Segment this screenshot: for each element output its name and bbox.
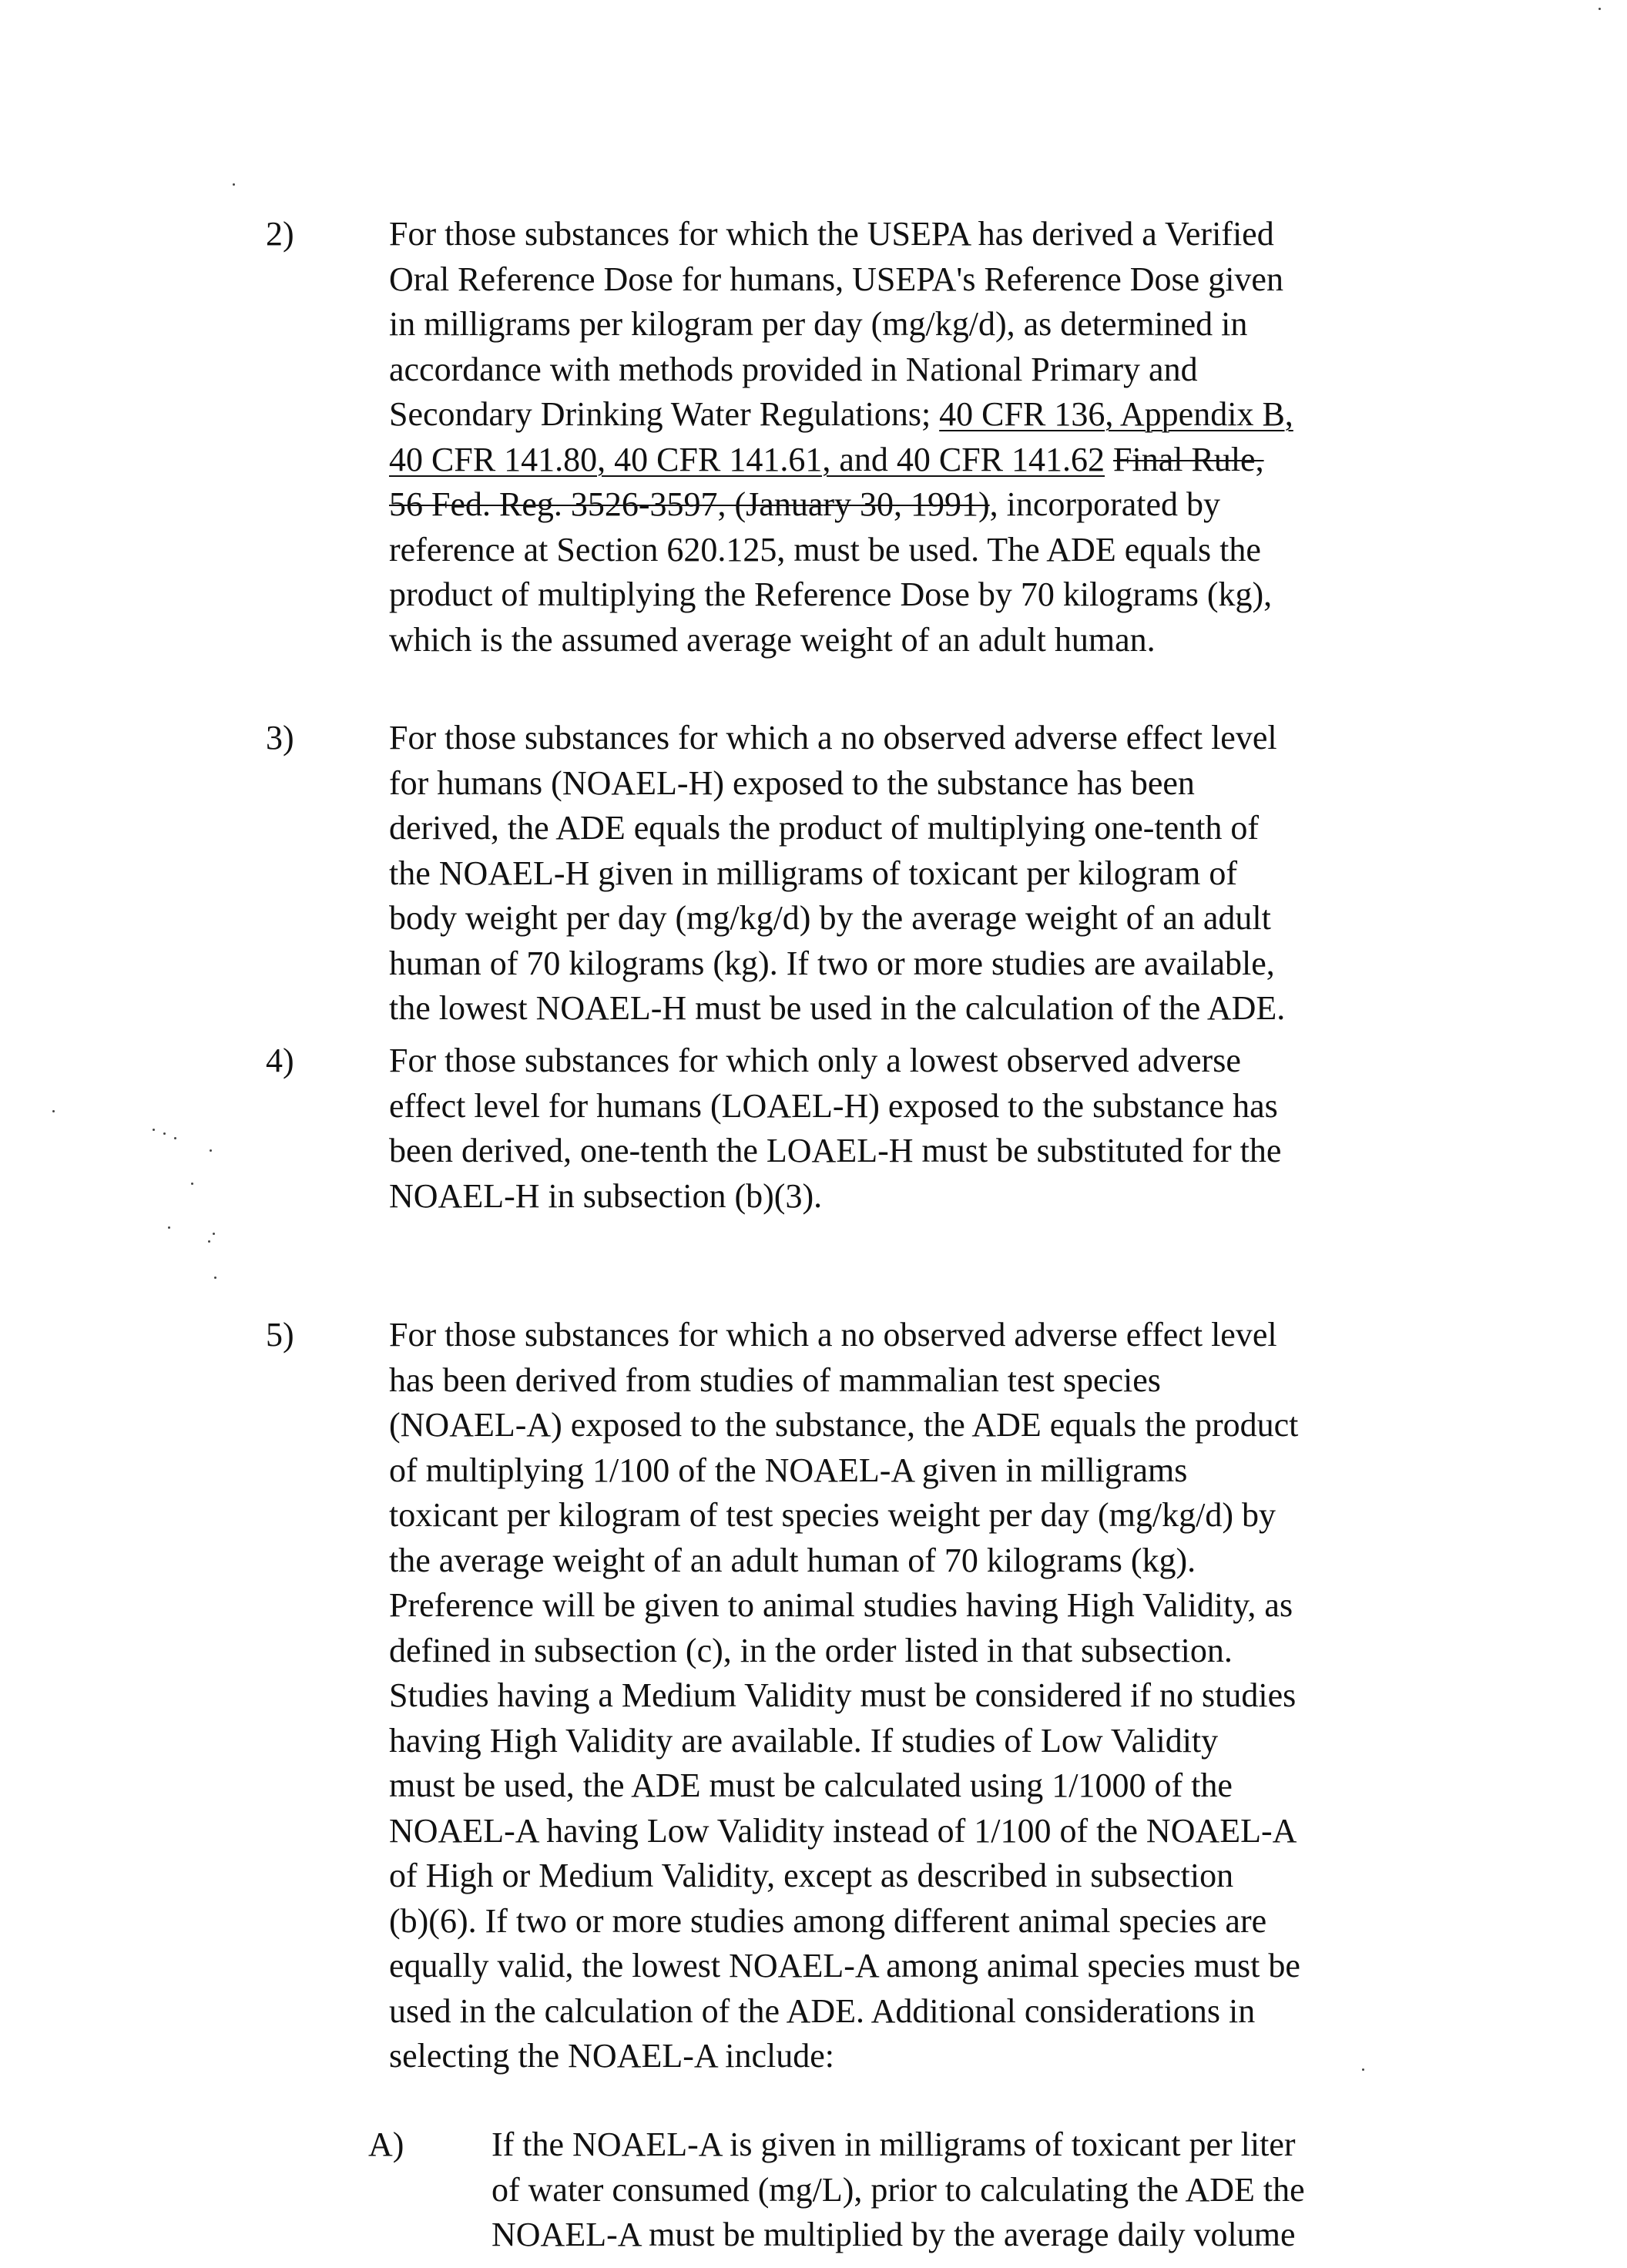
text-run: which is the assumed average weight of an adult human. <box>389 620 1156 659</box>
text-line <box>389 2034 1468 2079</box>
subparagraph-marker: A) <box>368 2125 404 2163</box>
inserted-text: 40 CFR 141.80, 40 CFR 141.61, and 40 CFR 141.62 <box>389 440 1105 478</box>
text-line <box>389 941 1468 987</box>
text-run: equally valid, the lowest NOAEL-A among animal species must be <box>389 1947 1300 1984</box>
text-run: NOAEL-A having Low Validity instead of 1/100 of the NOAEL-A <box>389 1811 1297 1850</box>
text-run: NOAEL-A must be multiplied by the average daily volume <box>491 2216 1296 2253</box>
text-run: Preference will be given to animal studies having High Validity, as <box>389 1586 1293 1624</box>
text-line <box>389 761 1468 807</box>
text-line <box>389 212 1468 257</box>
scan-speck <box>1598 8 1601 10</box>
paragraph-body <box>389 1038 1468 1219</box>
text-run: human of 70 kilograms (kg). If two or more studies are available, <box>389 944 1275 982</box>
text-line <box>389 896 1468 941</box>
text-line <box>389 1493 1468 1538</box>
text-run: toxicant per kilogram of test species weight per day (mg/kg/d) by <box>389 1496 1276 1534</box>
text-run: the lowest NOAEL-H must be used in the calculation of the ADE. <box>389 989 1286 1027</box>
scan-speck <box>52 1110 55 1112</box>
scan-speck <box>210 1149 212 1152</box>
text-run: If the NOAEL-A is given in milligrams of toxicant per liter <box>491 2125 1296 2163</box>
text-run: body weight per day (mg/kg/d) by the average weight of an adult <box>389 899 1271 937</box>
scan-speck <box>213 1233 215 1235</box>
text-run: the average weight of an adult human of 70 kilograms (kg). <box>389 1541 1196 1579</box>
text-run: of water consumed (mg/L), prior to calculating the ADE the <box>491 2170 1305 2209</box>
text-line <box>389 1313 1468 1358</box>
text-line <box>389 1944 1468 1989</box>
scan-speck <box>168 1226 170 1229</box>
text-line <box>389 986 1468 1032</box>
paragraph-body <box>389 212 1468 663</box>
scan-speck <box>214 1277 216 1279</box>
text-run: Studies having a Medium Validity must be considered if no studies <box>389 1676 1297 1714</box>
text-line <box>389 572 1468 618</box>
text-line <box>389 1448 1468 1494</box>
text-run: for humans (NOAEL-H) exposed to the substance has been <box>389 763 1195 802</box>
paragraph-marker: 3) <box>266 719 294 757</box>
text-run: in milligrams per kilogram per day (mg/kg/d), as determined in <box>389 305 1248 343</box>
scan-speck <box>174 1137 176 1139</box>
text-line <box>491 2168 1470 2213</box>
text-line <box>389 302 1468 347</box>
text-run: has been derived from studies of mammalian test species <box>389 1360 1161 1399</box>
paragraph-body <box>389 716 1468 1032</box>
text-line <box>389 392 1468 438</box>
text-line <box>389 1673 1468 1719</box>
text-line <box>389 438 1468 483</box>
text-run: of High or Medium Validity, except as described in subsection <box>389 1857 1234 1894</box>
text-line <box>389 257 1468 303</box>
text-run: been derived, one-tenth the LOAEL-H must be substituted for the <box>389 1132 1282 1169</box>
text-line <box>491 2122 1470 2168</box>
text-line <box>389 1583 1468 1629</box>
text-run: the NOAEL-H given in milligrams of toxicant per kilogram of <box>389 854 1237 892</box>
text-run: Oral Reference Dose for humans, USEPA's Reference Dose given <box>389 260 1283 298</box>
text-run: must be used, the ADE must be calculated using 1/1000 of the <box>389 1766 1233 1804</box>
text-line <box>491 2213 1470 2258</box>
text-line <box>389 716 1468 761</box>
text-run: (b)(6). If two or more studies among different animal species are <box>389 1901 1267 1940</box>
text-run: For those substances for which only a lowest observed adverse <box>389 1042 1241 1079</box>
text-line <box>389 806 1468 851</box>
text-run: accordance with methods provided in National Primary and <box>389 350 1198 388</box>
subparagraph-body <box>491 2122 1470 2258</box>
text-line <box>389 618 1468 663</box>
paragraph-marker: 4) <box>266 1042 294 1079</box>
text-line <box>389 1358 1468 1404</box>
text-line <box>389 1129 1468 1174</box>
text-run: Secondary Drinking Water Regulations; <box>389 395 940 433</box>
text-line <box>389 528 1468 573</box>
text-line <box>389 1538 1468 1584</box>
scan-speck <box>153 1129 155 1131</box>
scan-speck <box>1362 2068 1364 2071</box>
text-run: used in the calculation of the ADE. Additional considerations in <box>389 1991 1256 2030</box>
text-line <box>389 482 1468 528</box>
text-run: having High Validity are available. If studies of Low Validity <box>389 1721 1219 1760</box>
text-line <box>389 1629 1468 1674</box>
text-run: For those substances for which a no observed adverse effect level <box>389 719 1277 757</box>
scan-speck <box>191 1183 193 1185</box>
deleted-text: 56 Fed. Reg. 3526-3597, (January 30, 1991) <box>389 485 990 523</box>
paragraph-marker: 5) <box>266 1316 294 1354</box>
text-run: , incorporated by <box>989 485 1221 523</box>
text-line <box>389 1403 1468 1448</box>
text-run: selecting the NOAEL-A include: <box>389 2037 834 2075</box>
text-run: (NOAEL-A) exposed to the substance, the ADE equals the product <box>389 1406 1299 1444</box>
inserted-text: 40 CFR 136, Appendix B, <box>939 395 1293 433</box>
text-line <box>389 851 1468 897</box>
text-run: reference at Section 620.125, must be used. The ADE equals the <box>389 530 1261 569</box>
scan-speck <box>163 1132 166 1135</box>
paragraph-body <box>389 1313 1468 2079</box>
text-line <box>389 1809 1468 1854</box>
paragraph-marker: 2) <box>266 215 294 253</box>
text-line <box>389 1854 1468 1899</box>
text-run: For those substances for which a no observed adverse effect level <box>389 1316 1277 1354</box>
text-run: NOAEL-H in subsection (b)(3). <box>389 1176 823 1215</box>
scan-speck <box>233 183 235 186</box>
text-line <box>389 1038 1468 1084</box>
text-line <box>389 1763 1468 1809</box>
text-run: of multiplying 1/100 of the NOAEL-A given in milligrams <box>389 1451 1188 1489</box>
scan-speck <box>208 1240 210 1243</box>
text-run <box>1105 441 1113 478</box>
text-line <box>389 1989 1468 2035</box>
text-run: product of multiplying the Reference Dose by 70 kilograms (kg), <box>389 575 1273 613</box>
text-line <box>389 1719 1468 1764</box>
text-run: For those substances for which the USEPA has derived a Verified <box>389 215 1274 253</box>
text-line <box>389 347 1468 393</box>
text-line <box>389 1899 1468 1944</box>
text-run: effect level for humans (LOAEL-H) exposed to the substance has <box>389 1086 1278 1125</box>
text-run: derived, the ADE equals the product of multiplying one-tenth of <box>389 809 1260 847</box>
text-line <box>389 1084 1468 1129</box>
text-run: defined in subsection (c), in the order listed in that subsection. <box>389 1631 1233 1669</box>
text-line <box>389 1174 1468 1220</box>
deleted-text: Final Rule, <box>1113 440 1264 478</box>
